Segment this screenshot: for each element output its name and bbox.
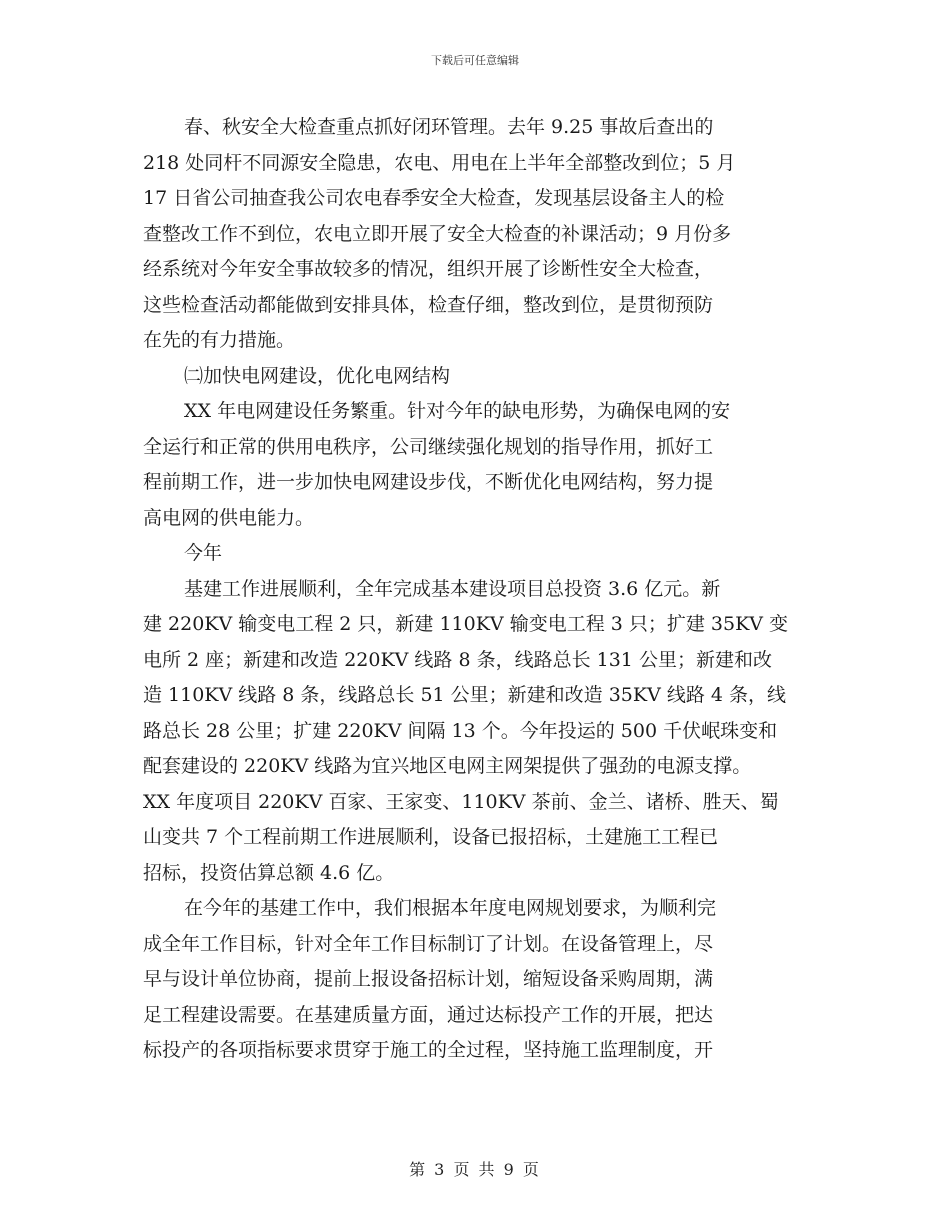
text-line: 今年 xyxy=(184,542,223,564)
text-line: 标投产的各项指标要求贯穿于施工的全过程，坚持施工监理制度，开 xyxy=(143,1039,714,1061)
text-line: 路总长 28 公里；扩建 220KV 间隔 13 个。今年投运的 500 千伏岷珠变和 xyxy=(143,719,778,742)
text-line: 早与设计单位协商，提前上报设备招标计划，缩短设备采购周期，满 xyxy=(143,968,714,990)
page-number-footer: 第 3 页 共 9 页 xyxy=(409,1160,541,1179)
text-line: 春、秋安全大检查重点抓好闭环管理。去年 9.25 事故后查出的 xyxy=(184,116,714,138)
text-line: 造 110KV 线路 8 条，线路总长 51 公里；新建和改造 35KV 线路 4 条，线 xyxy=(143,684,787,706)
document-body xyxy=(143,110,809,1069)
text-line: 218 处同杆不同源安全隐患，农电、用电在上半年全部整改到位；5 月 xyxy=(143,151,736,174)
text-line: 这些检查活动都能做到安排具体，检查仔细，整改到位，是贯彻预防 xyxy=(143,293,714,316)
text-line: XX 年度项目 220KV 百家、王家变、110KV 茶前、金兰、诸桥、胜天、蜀 xyxy=(143,790,779,813)
text-line: XX 年电网建设任务繁重。针对今年的缺电形势，为确保电网的安 xyxy=(184,400,731,422)
text-line: 经系统对今年安全事故较多的情况，组织开展了诊断性安全大检查， xyxy=(143,258,714,280)
text-line: 全运行和正常的供用电秩序，公司继续强化规划的指导作用，抓好工 xyxy=(143,435,714,458)
text-line: 程前期工作，进一步加快电网建设步伐，不断优化电网结构，努力提 xyxy=(143,471,714,493)
text-line: 查整改工作不到位，农电立即开展了安全大检查的补课活动；9 月份多 xyxy=(143,222,732,245)
page-header: 下载后可任意编辑 xyxy=(431,54,519,67)
text-line: 招标，投资估算总额 4.6 亿。 xyxy=(143,861,395,884)
text-line: 成全年工作目标，针对全年工作目标制订了计划。在设备管理上，尽 xyxy=(143,932,714,955)
text-line: 配套建设的 220KV 线路为宜兴地区电网主网架提供了强劲的电源支撑。 xyxy=(143,755,752,777)
section-heading: ㈡加快电网建设，优化电网结构 xyxy=(184,364,451,387)
text-line: 在先的有力措施。 xyxy=(143,329,296,351)
text-line: 山变共 7 个工程前期工作进展顺利，设备已报招标，土建施工工程已 xyxy=(143,826,719,848)
text-line: 建 220KV 输变电工程 2 只，新建 110KV 输变电工程 3 只；扩建 35KV 变 xyxy=(143,613,789,635)
text-line: 电所 2 座；新建和改造 220KV 线路 8 条，线路总长 131 公里；新建和改 xyxy=(143,648,772,671)
text-line: 17 日省公司抽查我公司农电春季安全大检查，发现基层设备主人的检 xyxy=(143,187,725,209)
text-line: 高电网的供电能力。 xyxy=(143,506,315,529)
text-line: 足工程建设需要。在基建质量方面，通过达标投产工作的开展，把达 xyxy=(143,1003,714,1026)
text-line: 基建工作进展顺利，全年完成基本建设项目总投资 3.6 亿元。新 xyxy=(184,577,721,600)
text-line: 在今年的基建工作中，我们根据本年度电网规划要求，为顺利完 xyxy=(184,897,717,919)
